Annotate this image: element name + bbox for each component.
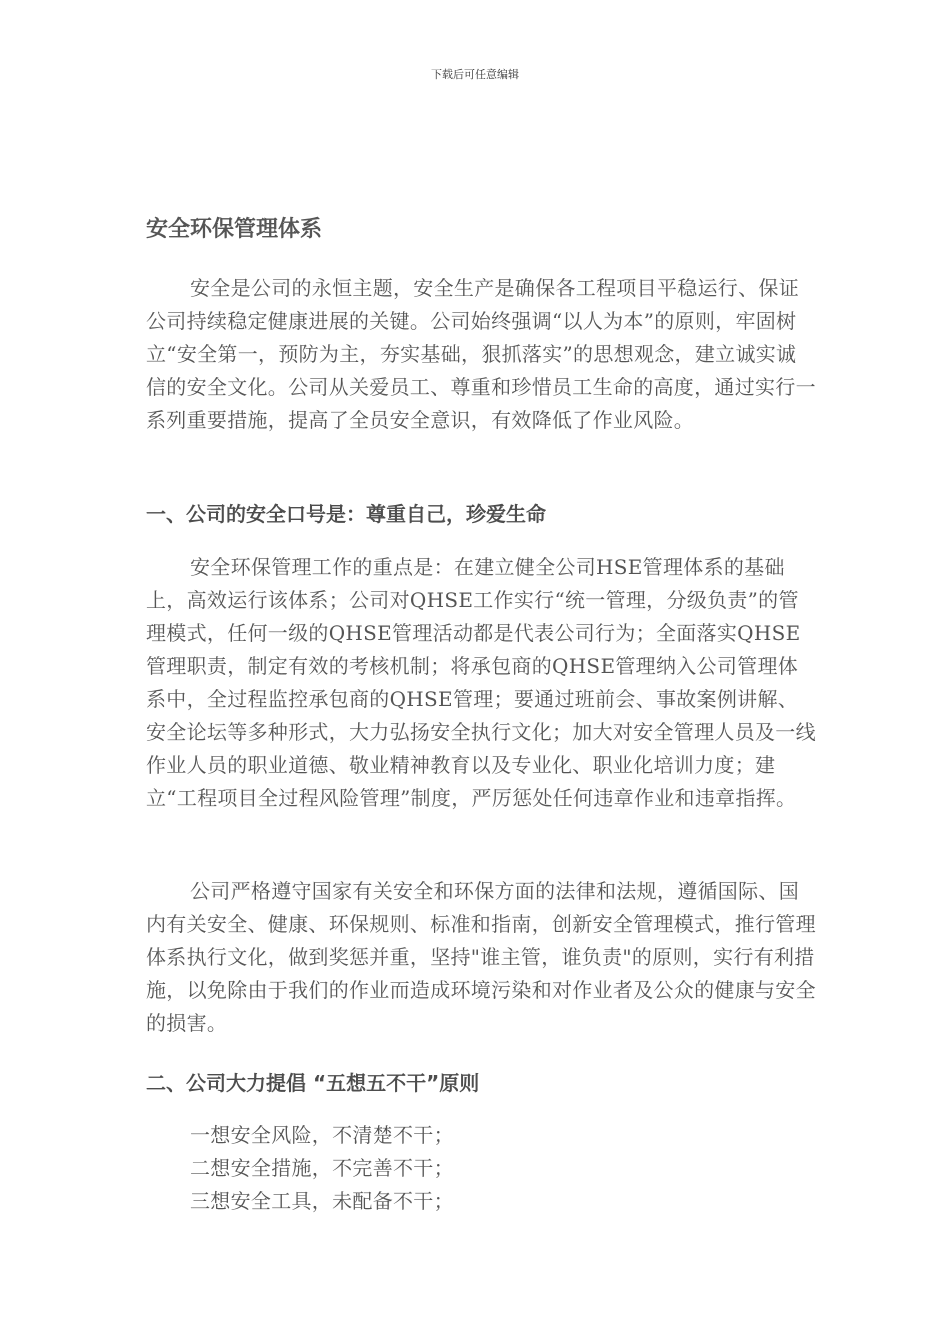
list-item: 一想安全风险，不清楚不干；	[190, 1123, 454, 1147]
intro-paragraph: 安全是公司的永恒主题，安全生产是确保各工程项目平稳运行、保证公司持续稳定健康进展的关键。公司始终强调“以人为本”的原则，牢固树立“安全第一，预防为主，夯实基础，狠抓落实”的思想观念，建立诚实诚信的安全文化。公司从关爱员工、尊重和珍惜员工生命的高度，通过实行一系列重要措施，提高了全员安全意识，有效降低了作业风险。	[146, 276, 816, 432]
document-title: 安全环保管理体系	[146, 217, 323, 242]
list-item: 二想安全措施，不完善不干；	[190, 1156, 454, 1180]
section-1-paragraph-2: 公司严格遵守国家有关安全和环保方面的法律和法规，遵循国际、国内有关安全、健康、环保规则、标准和指南，创新安全管理模式，推行管理体系执行文化，做到奖惩并重，坚持"谁主管，谁负责"的原则，实行有利措施，以免除由于我们的作业而造成环境污染和对作业者及公众的健康与安全的损害。	[146, 879, 816, 1035]
list-item: 三想安全工具，未配备不干；	[190, 1189, 454, 1213]
section-1-paragraph-1: 安全环保管理工作的重点是：在建立健全公司HSE管理体系的基础上，高效运行该体系；公司对QHSE工作实行“统一管理，分级负责”的管理模式，任何一级的QHSE管理活动都是代表公司行为；全面落实QHSE管理职责，制定有效的考核机制；将承包商的QHSE管理纳入公司管理体系中，全过程监控承包商的QHSE管理；要通过班前会、事故案例讲解、安全论坛等多种形式，大力弘扬安全执行文化；加大对安全管理人员及一线作业人员的职业道德、敬业精神教育以及专业化、职业化培训力度；建立“工程项目全过程风险管理”制度，严厉惩处任何违章作业和违章指挥。	[146, 555, 816, 810]
section-2-heading: 二、公司大力提倡 “五想五不干”原则	[146, 1071, 480, 1095]
header-note: 下载后可任意编辑	[431, 68, 519, 81]
principles-list	[190, 1119, 454, 1218]
section-1-heading: 一、公司的安全口号是：尊重自己，珍爱生命	[146, 502, 546, 526]
